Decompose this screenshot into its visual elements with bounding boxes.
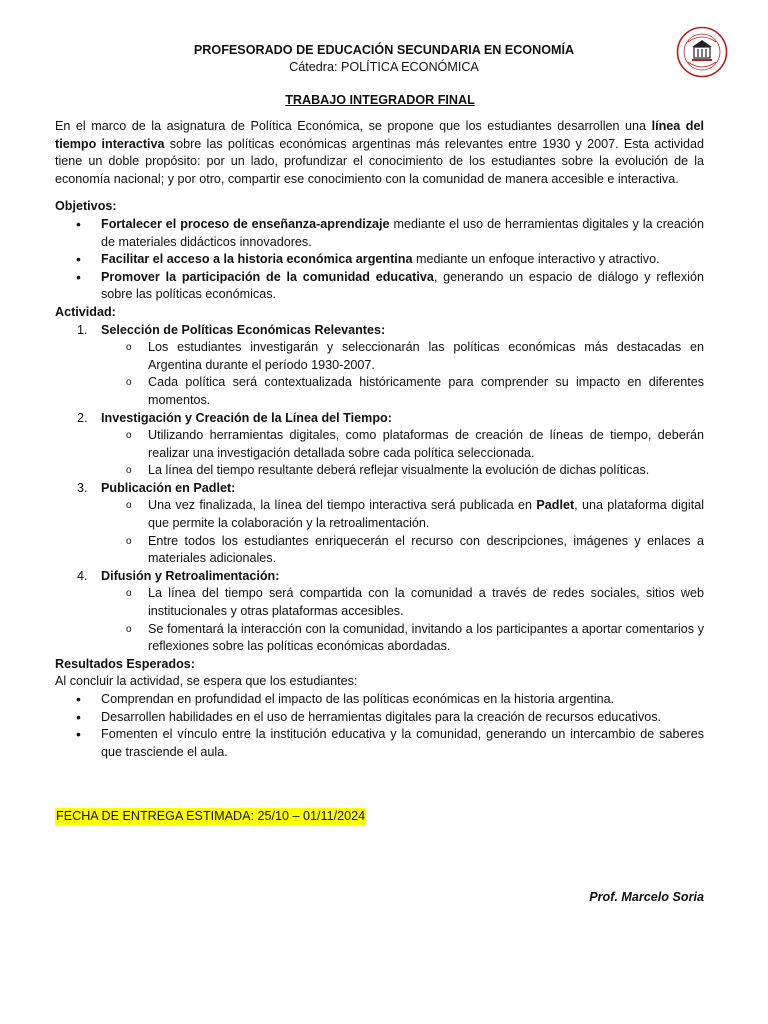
list-item: o Cada política será contextualizada históricamente para comprender su impacto en diferentes momentos.	[55, 374, 704, 409]
document-title: TRABAJO INTEGRADOR FINAL	[285, 93, 475, 107]
catedra-name: Cátedra: POLÍTICA ECONÓMICA	[289, 60, 479, 74]
step-title: Difusión y Retroalimentación:	[101, 568, 280, 583]
list-item: o La línea del tiempo será compartida con la comunidad a través de redes sociales, sitios web institucionales y otras plataformas accesibles.	[55, 585, 704, 620]
results-heading: Resultados Esperados:	[55, 656, 195, 671]
step-number: 3.	[77, 480, 88, 495]
activity-step	[55, 322, 704, 410]
activity-step	[55, 568, 704, 656]
intro-highlight: línea del tiempo interactiva	[55, 119, 704, 151]
step-number: 1.	[77, 322, 88, 337]
results-list	[55, 691, 704, 761]
activity-steps	[55, 322, 704, 656]
padlet-name: Padlet	[536, 498, 575, 513]
step-number: 4.	[77, 568, 88, 583]
document-header	[0, 42, 768, 76]
step-title: Publicación en Padlet:	[101, 480, 236, 495]
list-item: o La línea del tiempo resultante deberá reflejar visualmente la evolución de dichas políticas.	[55, 462, 704, 480]
list-item: o Una vez finalizada, la línea del tiempo interactiva será publicada en Padlet, una plataforma digital que permite la colaboración y la retroalimentación.	[55, 497, 704, 532]
objectives-list	[55, 216, 704, 304]
list-item: • Comprendan en profundidad el impacto de las políticas económicas en la historia argentina.	[55, 691, 704, 709]
list-item: o Los estudiantes investigarán y seleccionarán las políticas económicas más destacadas en Argentina durante el período 1930-2007.	[55, 339, 704, 374]
step-number: 2.	[77, 410, 88, 425]
signature: Prof. Marcelo Soria	[589, 890, 704, 904]
list-item: • Desarrollen habilidades en el uso de herramientas digitales para la creación de recursos educativos.	[55, 709, 704, 727]
list-item: o Utilizando herramientas digitales, como plataformas de creación de líneas de tiempo, deberán realizar una investigación detallada sobre cada política seleccionada.	[55, 427, 704, 462]
institution-name: PROFESORADO DE EDUCACIÓN SECUNDARIA EN ECONOMÍA	[193, 43, 575, 57]
list-item: • Facilitar el acceso a la historia económica argentina mediante un enfoque interactivo y atractivo.	[55, 251, 704, 269]
list-item: • Promover la participación de la comunidad educativa, generando un espacio de diálogo y reflexión sobre las políticas económicas.	[55, 269, 704, 304]
results-lead: Al concluir la actividad, se espera que los estudiantes:	[55, 674, 358, 689]
activity-step	[55, 480, 704, 568]
step-title: Selección de Políticas Económicas Relevantes:	[101, 322, 386, 337]
document-body	[55, 118, 704, 761]
list-item: • Fomenten el vínculo entre la institución educativa y la comunidad, generando un intercambio de saberes que trasciende el aula.	[55, 726, 704, 761]
list-item: o Entre todos los estudiantes enriquecerán el recurso con descripciones, imágenes y enlaces a materiales adicionales.	[55, 533, 704, 568]
activity-step	[55, 410, 704, 480]
deadline-highlight: FECHA DE ENTREGA ESTIMADA: 25/10 – 01/11/2024	[55, 808, 366, 826]
intro-paragraph: En el marco de la asignatura de Política Económica, se propone que los estudiantes desarrollen una línea del tiempo interactiva sobre las políticas económicas argentinas más relevantes entre 1930 y 2007. Esta actividad tiene un doble propósito: por un lado, profundizar el conocimiento de los estudiantes sobre la evolución de la economía nacional; y por otro, compartir ese conocimiento con la comunidad de manera accesible e interactiva.	[55, 119, 705, 186]
objectives-heading: Objetivos:	[55, 199, 117, 214]
activity-heading: Actividad:	[55, 304, 116, 319]
list-item: o Se fomentará la interacción con la comunidad, invitando a los participantes a aportar comentarios y reflexiones sobre las políticas económicas abordadas.	[55, 621, 704, 656]
step-title: Investigación y Creación de la Línea del Tiempo:	[101, 410, 392, 425]
list-item: • Fortalecer el proceso de enseñanza-aprendizaje mediante el uso de herramientas digitales y la creación de materiales didácticos innovadores.	[55, 216, 704, 251]
